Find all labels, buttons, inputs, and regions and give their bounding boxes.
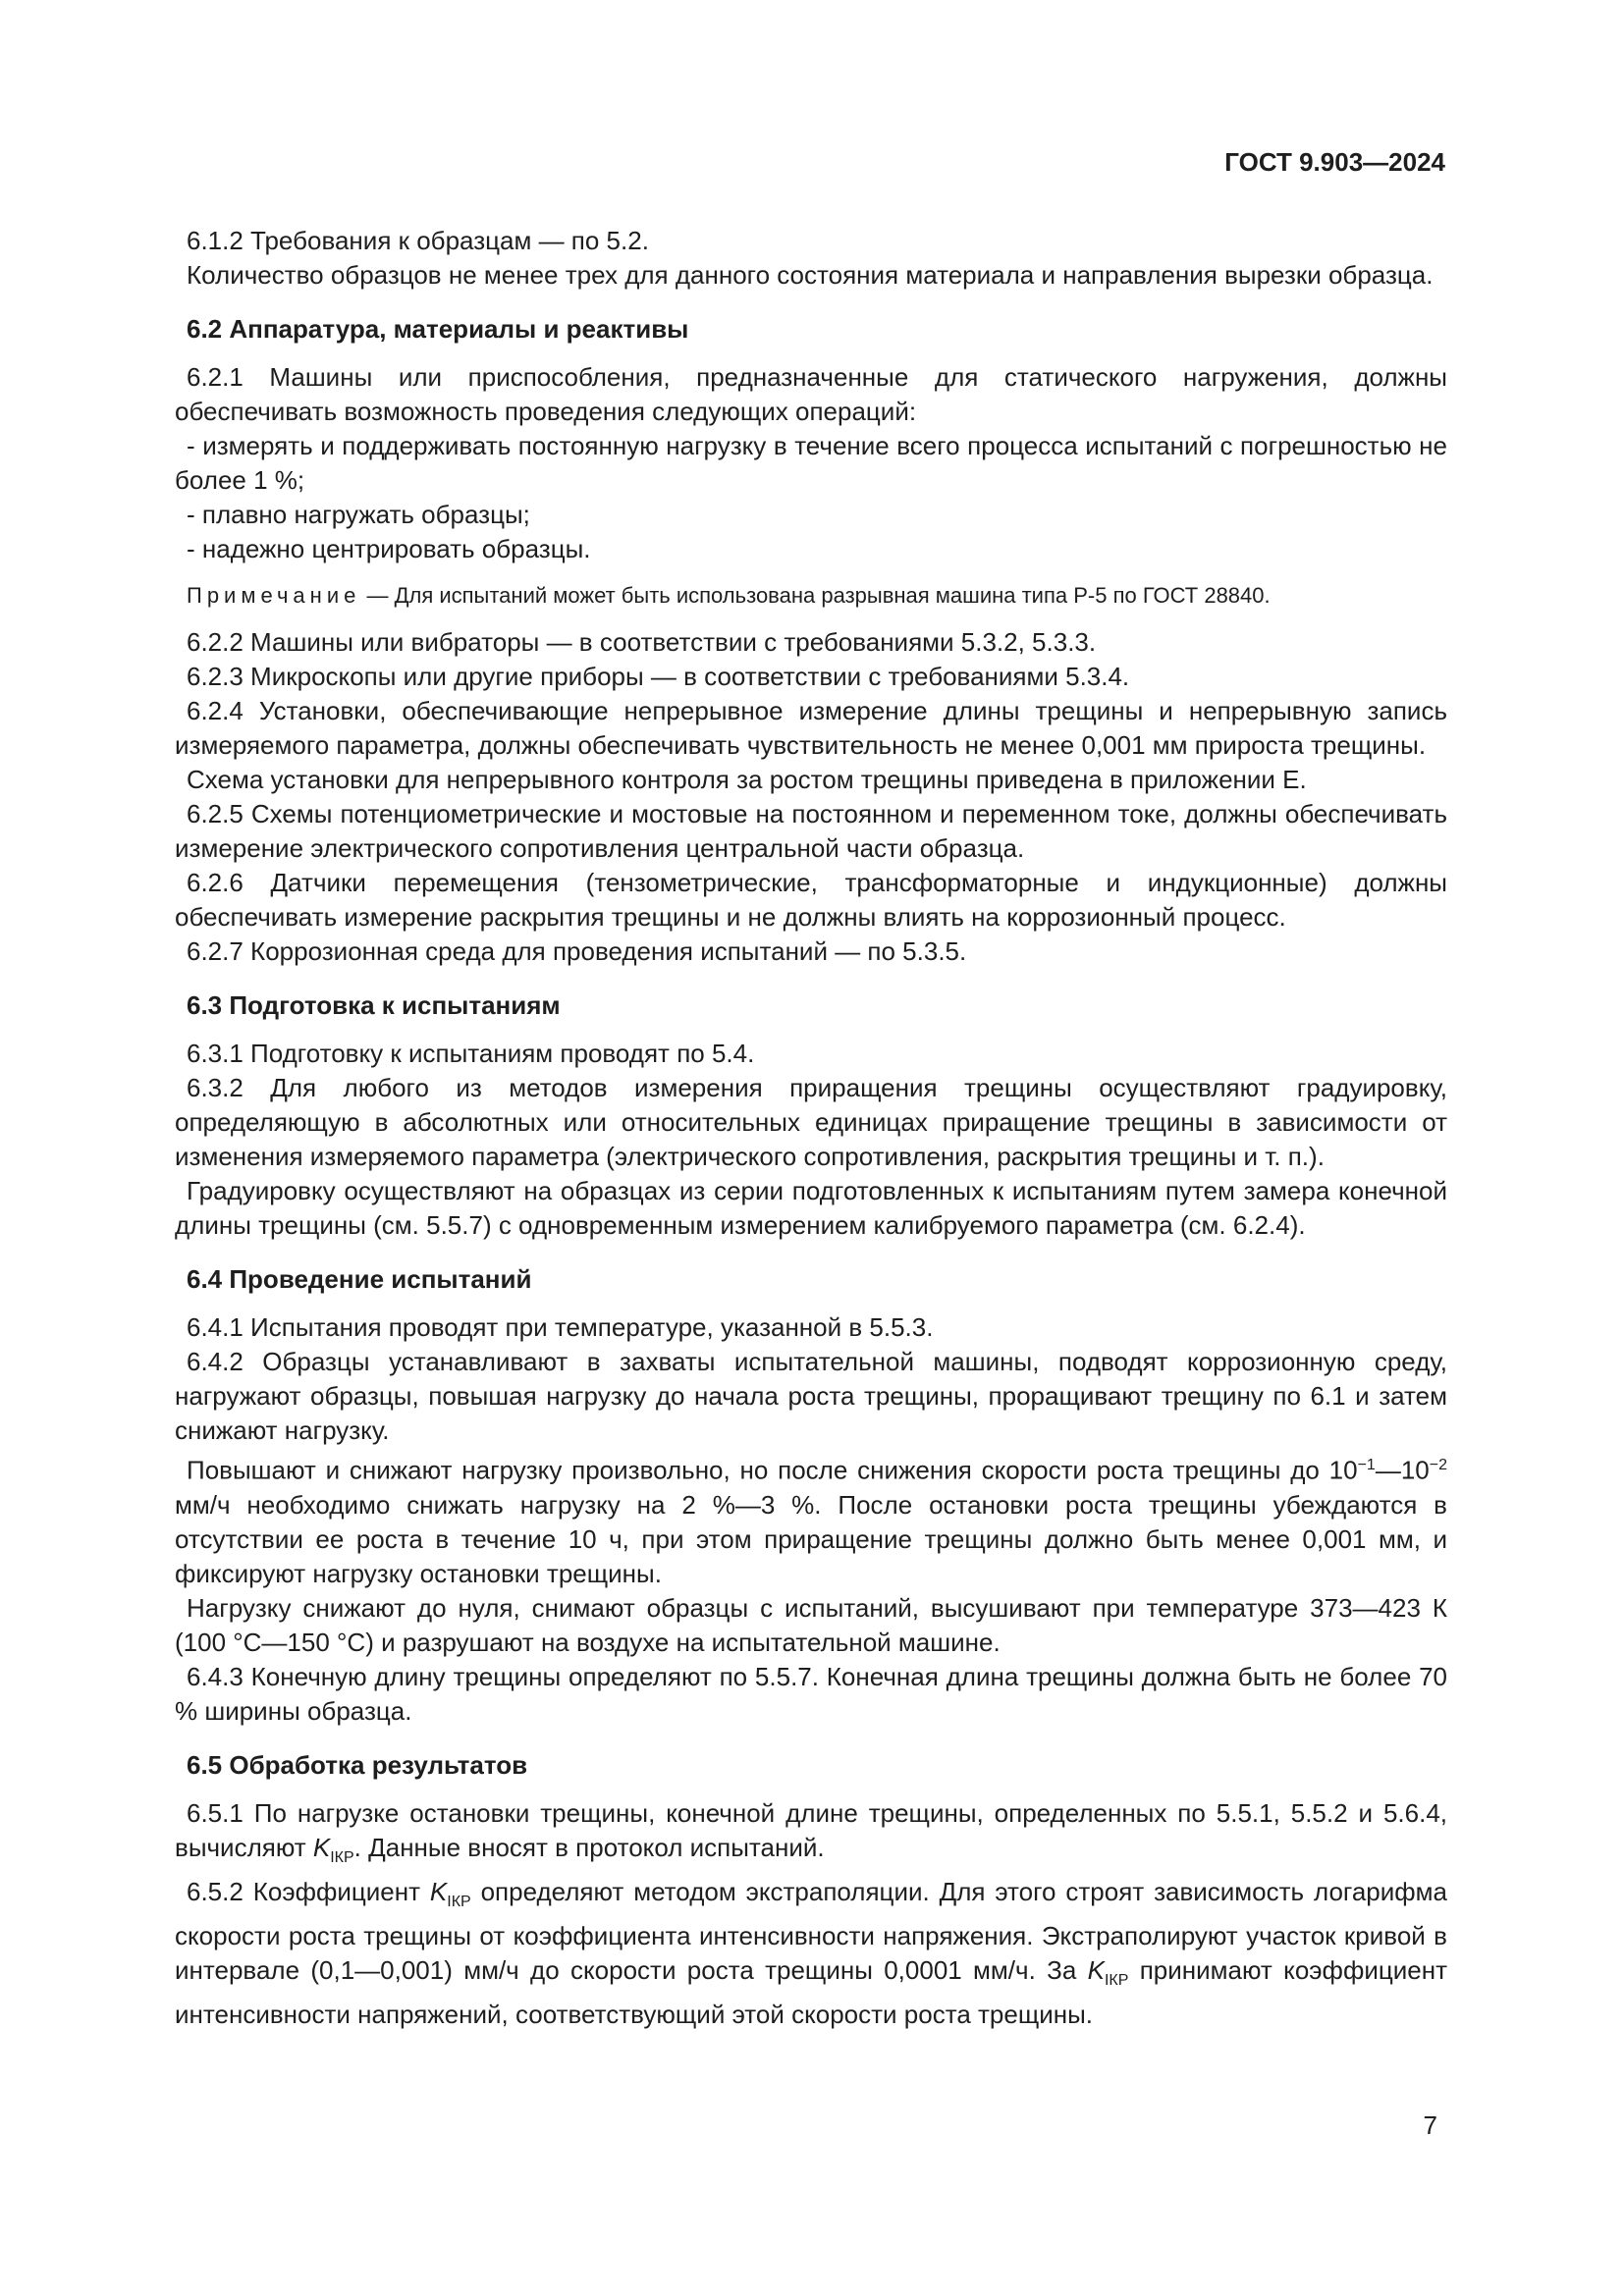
paragraph-6-2-4-scheme: Схема установки для непрерывного контроля за ростом трещины приведена в приложении Е. [187, 765, 1307, 794]
text-run: определяют методом экстраполяции. Для этого строят зависимость логарифма скорости роста трещины от коэффициента интенсивности напряжения. Экстраполируют участок кривой в интервале (0,1—0,001) мм/ч до скорости роста трещины 0,0001 мм/ч. За [175, 1876, 1447, 1986]
k-symbol: K [1087, 1955, 1105, 1986]
section-title-6-4: 6.4 Проведение испытаний [187, 1264, 532, 1294]
paragraph-6-5-1 [175, 1796, 1447, 1875]
k-subscript: IКР [330, 1848, 354, 1866]
paragraph-6-4-2: 6.4.2 Образцы устанавливают в захваты испытательной машины, подводят коррозионную среду, нагружают образцы, повышая нагрузку до начала роста трещины, проращивают трещину по 6.1 и затем снижают нагрузку. [175, 1347, 1447, 1445]
document-header: ГОСТ 9.903—2024 [1224, 147, 1445, 177]
section-title-6-5: 6.5 Обработка результатов [187, 1749, 528, 1780]
bullet-item-3: - надежно центрировать образцы. [187, 534, 591, 563]
text-run: 6.5.1 По нагрузке остановки трещины, конечной длине трещины, определенных по 5.5.1, 5.5.2 и 5.6.4, вычисляют [175, 1797, 1447, 1862]
note-text: — Для испытаний может быть использована разрывная машина типа Р-5 по ГОСТ 28840. [366, 583, 1271, 608]
paragraph-6-4-3: 6.4.3 Конечную длину трещины определяют по 5.5.7. Конечная длина трещины должна быть не более 70 % ширины образца. [175, 1661, 1447, 1726]
text-run: —10 [1375, 1455, 1430, 1485]
document-body [175, 224, 1447, 2032]
paragraph-6-5-2 [175, 1875, 1447, 2032]
bullet-item-2: - плавно нагружать образцы; [187, 500, 530, 529]
text-run: 6.5.2 Коэффициент [187, 1876, 430, 1906]
paragraph-6-2-6: 6.2.6 Датчики перемещения (тензометрические, трансформаторные и индукционные) должны обеспечивать измерение раскрытия трещины и не должны влиять на коррозионный процесс. [175, 868, 1447, 932]
bullet-item-1: - измерять и поддерживать постоянную нагрузку в течение всего процесса испытаний с погрешностью не более 1 %; [175, 431, 1447, 495]
paragraph-6-4-1: 6.4.1 Испытания проводят при температуре, указанной в 5.5.3. [187, 1312, 934, 1342]
section-title-6-3: 6.3 Подготовка к испытаниям [187, 990, 561, 1020]
paragraph-6-4-2-unload: Нагрузку снижают до нуля, снимают образцы с испытаний, высушивают при температуре 373—423 К (100 °С—150 °С) и разрушают на воздухе на испытательной машине. [175, 1592, 1447, 1657]
paragraph-6-3-1: 6.3.1 Подготовку к испытаниям проводят по 5.4. [187, 1039, 755, 1068]
k-subscript: IКР [1104, 1972, 1129, 1990]
paragraph-6-1-2-count: Количество образцов не менее трех для данного состояния материала и направления вырезки образца. [187, 260, 1434, 290]
paragraph-6-4-2-load [175, 1448, 1447, 1591]
k-symbol: K [429, 1876, 448, 1906]
paragraph-6-2-5: 6.2.5 Схемы потенциометрические и мостовые на постоянном и переменном токе, должны обеспечивать измерение электрического сопротивления центральной части образца. [175, 799, 1447, 863]
paragraph-6-3-2: 6.3.2 Для любого из методов измерения приращения трещины осуществляют градуировку, определяющую в абсолютных или относительных единицах приращение трещины в зависимости от изменения измеряемого параметра (электрического сопротивления, раскрытия трещины и т. п.). [175, 1073, 1447, 1171]
section-title-6-2: 6.2 Аппаратура, материалы и реактивы [187, 314, 689, 344]
paragraph-6-2-4: 6.2.4 Установки, обеспечивающие непрерывное измерение длины трещины и непрерывную запись измеряемого параметра, должны обеспечивать чувствительность не менее 0,001 мм прироста трещины. [175, 696, 1447, 760]
text-run: мм/ч необходимо снижать нагрузку на 2 %—3 %. После остановки роста трещины убеждаются в отсутствии ее роста в течение 10 ч, при этом приращение трещины должно быть менее 0,001 мм, и фиксируют нагрузку остановки трещины. [175, 1489, 1447, 1588]
text-run: принимают коэффициент интенсивности напряжений, соответствующий этой скорости роста трещины. [175, 1955, 1448, 2030]
exponent: −2 [1429, 1457, 1447, 1473]
note-label: Примечание [187, 583, 361, 608]
text-run: . Данные вносят в протокол испытаний. [353, 1832, 825, 1862]
text-run: Повышают и снижают нагрузку произвольно, но после снижения скорости роста трещины до 10 [187, 1455, 1358, 1485]
paragraph-6-2-1: 6.2.1 Машины или приспособления, предназначенные для статического нагружения, должны обеспечивать возможность проведения следующих операций: [175, 362, 1447, 426]
exponent: −1 [1357, 1457, 1376, 1473]
k-subscript: IКР [447, 1894, 471, 1911]
paragraph-6-2-3: 6.2.3 Микроскопы или другие приборы — в соответствии с требованиями 5.3.4. [187, 662, 1130, 691]
note [175, 580, 1447, 612]
paragraph-6-2-2: 6.2.2 Машины или вибраторы — в соответствии с требованиями 5.3.2, 5.3.3. [187, 627, 1097, 657]
page-number: 7 [1423, 2110, 1437, 2140]
paragraph-6-2-7: 6.2.7 Коррозионная среда для проведения испытаний — по 5.3.5. [187, 936, 967, 966]
paragraph-6-1-2: 6.1.2 Требования к образцам — по 5.2. [187, 226, 649, 255]
paragraph-6-3-2-calibration: Градуировку осуществляют на образцах из серии подготовленных к испытаниям путем замера конечной длины трещины (см. 5.5.7) с одновременным измерением калибруемого параметра (см. 6.2.4). [175, 1176, 1447, 1240]
k-symbol: K [312, 1832, 331, 1862]
